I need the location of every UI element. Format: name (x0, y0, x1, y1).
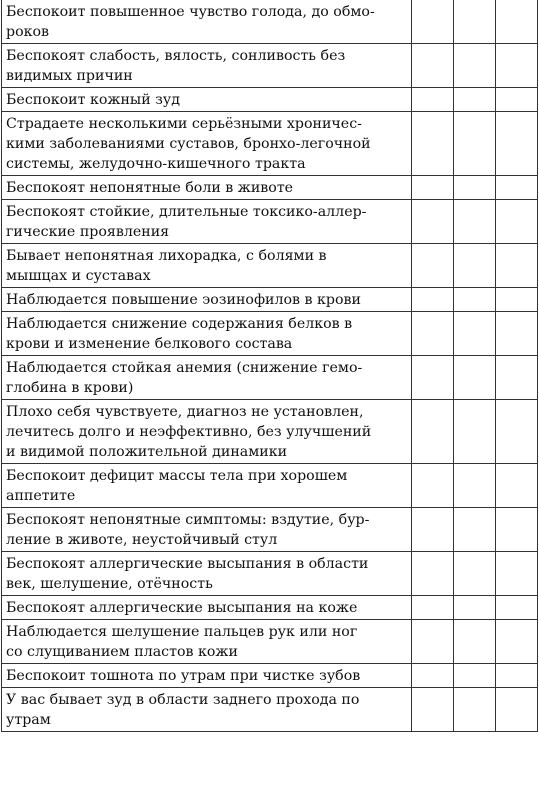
symptom-text: Страдаете несколькими серьёзными хроничес- кими заболеваниями суставов, бронхо-легочной системы, желудочно-кишечного тракта (2, 112, 412, 176)
symptom-text: У вас бывает зуд в области заднего прохода по утрам (2, 688, 412, 732)
answer-box-1[interactable] (411, 200, 453, 244)
answer-box-1[interactable] (411, 0, 453, 44)
symptom-text: Наблюдается стойкая анемия (снижение гемо- глобина в крови) (2, 356, 412, 400)
answer-box-2[interactable] (453, 112, 495, 176)
answer-box-2[interactable] (453, 88, 495, 112)
answer-box-2[interactable] (453, 356, 495, 400)
symptom-text: Беспокоят непонятные боли в животе (2, 176, 412, 200)
answer-box-2[interactable] (453, 312, 495, 356)
symptom-text: Наблюдается шелушение пальцев рук или ног со слущиванием пластов кожи (2, 620, 412, 664)
table-row (2, 112, 538, 176)
symptom-text: Наблюдается повышение эозинофилов в крови (2, 288, 412, 312)
answer-box-1[interactable] (411, 664, 453, 688)
answer-box-2[interactable] (453, 44, 495, 88)
answer-box-3[interactable] (495, 44, 537, 88)
table-row (2, 400, 538, 464)
answer-box-2[interactable] (453, 596, 495, 620)
answer-box-1[interactable] (411, 508, 453, 552)
answer-box-3[interactable] (495, 552, 537, 596)
answer-box-3[interactable] (495, 508, 537, 552)
symptom-text: Наблюдается снижение содержания белков в крови и изменение белкового состава (2, 312, 412, 356)
answer-box-1[interactable] (411, 244, 453, 288)
answer-box-3[interactable] (495, 620, 537, 664)
answer-box-2[interactable] (453, 200, 495, 244)
answer-box-1[interactable] (411, 312, 453, 356)
answer-box-3[interactable] (495, 400, 537, 464)
answer-box-2[interactable] (453, 400, 495, 464)
answer-box-3[interactable] (495, 312, 537, 356)
answer-box-2[interactable] (453, 0, 495, 44)
table-row (2, 200, 538, 244)
symptom-text: Беспокоят аллергические высыпания в области век, шелушение, отёчность (2, 552, 412, 596)
symptom-text: Беспокоят непонятные симптомы: вздутие, бур- ление в животе, неустойчивый стул (2, 508, 412, 552)
table-row (2, 244, 538, 288)
symptom-text: Беспокоят аллергические высыпания на коже (2, 596, 412, 620)
answer-box-2[interactable] (453, 244, 495, 288)
table-row (2, 176, 538, 200)
symptom-text: Беспокоит кожный зуд (2, 88, 412, 112)
answer-box-2[interactable] (453, 664, 495, 688)
table-row (2, 664, 538, 688)
answer-box-2[interactable] (453, 464, 495, 508)
table-row (2, 464, 538, 508)
table-row (2, 356, 538, 400)
answer-box-3[interactable] (495, 112, 537, 176)
symptom-text: Бывает непонятная лихорадка, с болями в мышцах и суставах (2, 244, 412, 288)
answer-box-3[interactable] (495, 0, 537, 44)
answer-box-2[interactable] (453, 688, 495, 732)
symptom-checklist-table (1, 0, 538, 732)
table-row (2, 552, 538, 596)
answer-box-2[interactable] (453, 288, 495, 312)
answer-box-1[interactable] (411, 176, 453, 200)
answer-box-1[interactable] (411, 112, 453, 176)
table-row (2, 44, 538, 88)
answer-box-1[interactable] (411, 620, 453, 664)
answer-box-3[interactable] (495, 176, 537, 200)
answer-box-2[interactable] (453, 620, 495, 664)
answer-box-3[interactable] (495, 244, 537, 288)
answer-box-1[interactable] (411, 288, 453, 312)
answer-box-1[interactable] (411, 596, 453, 620)
table-row (2, 620, 538, 664)
answer-box-3[interactable] (495, 664, 537, 688)
symptom-text: Беспокоят слабость, вялость, сонливость без видимых причин (2, 44, 412, 88)
answer-box-3[interactable] (495, 288, 537, 312)
answer-box-3[interactable] (495, 88, 537, 112)
answer-box-3[interactable] (495, 464, 537, 508)
symptom-text: Беспокоит дефицит массы тела при хорошем аппетите (2, 464, 412, 508)
symptom-text: Беспокоят стойкие, длительные токсико-аллер- гические проявления (2, 200, 412, 244)
answer-box-1[interactable] (411, 356, 453, 400)
symptom-text: Беспокоит тошнота по утрам при чистке зубов (2, 664, 412, 688)
answer-box-3[interactable] (495, 200, 537, 244)
answer-box-2[interactable] (453, 508, 495, 552)
answer-box-1[interactable] (411, 688, 453, 732)
answer-box-1[interactable] (411, 400, 453, 464)
table-row (2, 288, 538, 312)
table-row (2, 0, 538, 44)
answer-box-1[interactable] (411, 552, 453, 596)
table-row (2, 596, 538, 620)
table-row (2, 312, 538, 356)
answer-box-2[interactable] (453, 176, 495, 200)
symptom-text: Плохо себя чувствуете, диагноз не установлен, лечитесь долго и неэффективно, без улучшений и видимой положительной динамики (2, 400, 412, 464)
symptom-rows (2, 0, 538, 732)
answer-box-2[interactable] (453, 552, 495, 596)
answer-box-3[interactable] (495, 596, 537, 620)
answer-box-1[interactable] (411, 44, 453, 88)
answer-box-3[interactable] (495, 356, 537, 400)
table-row (2, 508, 538, 552)
symptom-text: Беспокоит повышенное чувство голода, до обмо- роков (2, 0, 412, 44)
answer-box-3[interactable] (495, 688, 537, 732)
answer-box-1[interactable] (411, 88, 453, 112)
table-row (2, 688, 538, 732)
answer-box-1[interactable] (411, 464, 453, 508)
table-row (2, 88, 538, 112)
